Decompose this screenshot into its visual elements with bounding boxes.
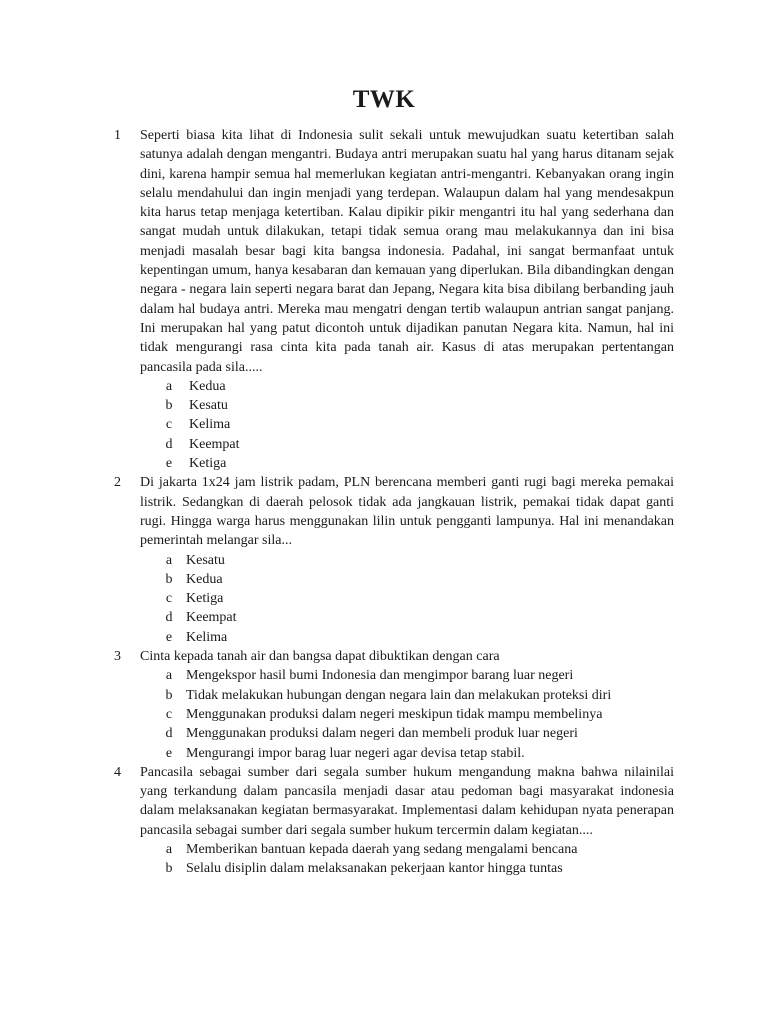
option-item [0, 859, 768, 878]
question-4 [0, 763, 768, 879]
option-letter: c [165, 706, 173, 722]
option-letter: e [165, 745, 173, 761]
option-text: Ketiga [189, 456, 227, 472]
option-text: Kelima [189, 417, 231, 433]
option-text: Menggunakan produksi dalam negeri meskipun tidak mampu membelinya [186, 706, 603, 722]
option-text: Tidak melakukan hubungan dengan negara lain dan melakukan proteksi diri [186, 687, 612, 703]
option-letter: c [165, 417, 173, 433]
option-text: Mengekspor hasil bumi Indonesia dan mengimpor barang luar negeri [186, 668, 574, 684]
option-item [0, 628, 768, 647]
option-letter: d [165, 610, 173, 626]
option-list [0, 840, 768, 879]
option-text: Kelima [186, 629, 228, 645]
question-number: 4 [114, 764, 121, 780]
option-letter: b [165, 398, 173, 414]
option-letter: b [165, 571, 173, 587]
option-text: Kesatu [189, 398, 228, 414]
option-item [0, 396, 768, 415]
question-2 [0, 473, 768, 647]
question-3 [0, 647, 768, 763]
option-text: Keempat [189, 436, 240, 452]
option-text: Mengurangi impor barag luar negeri agar devisa tetap stabil. [186, 745, 525, 761]
question-text: Cinta kepada tanah air dan bangsa dapat dibuktikan dengan cara [140, 649, 500, 665]
option-list [0, 377, 768, 473]
option-letter: b [165, 861, 173, 877]
option-letter: e [165, 456, 173, 472]
option-letter: a [165, 552, 173, 568]
option-item [0, 744, 768, 763]
option-letter: b [165, 687, 173, 703]
option-item [0, 705, 768, 724]
option-text: Memberikan bantuan kepada daerah yang sedang mengalami bencana [186, 841, 578, 857]
option-text: Selalu disiplin dalam melaksanakan pekerjaan kantor hingga tuntas [186, 861, 563, 877]
option-item [0, 377, 768, 396]
option-item [0, 551, 768, 570]
option-text: Kedua [189, 378, 226, 394]
option-item [0, 589, 768, 608]
option-text: Keempat [186, 610, 237, 626]
option-letter: d [165, 726, 173, 742]
option-letter: a [165, 378, 173, 394]
option-letter: a [165, 668, 173, 684]
question-1 [0, 126, 768, 473]
option-letter: a [165, 841, 173, 857]
option-text: Ketiga [186, 591, 224, 607]
question-number: 3 [114, 649, 121, 665]
question-number: 1 [114, 128, 121, 143]
option-text: Kesatu [186, 552, 225, 568]
option-letter: c [165, 591, 173, 607]
option-list [0, 551, 768, 647]
option-list [0, 666, 768, 762]
question-number: 2 [114, 475, 121, 491]
option-item [0, 686, 768, 705]
question-text: Seperti biasa kita lihat di Indonesia sulit sekali untuk mewujudkan suatu ketertiban salah satunya adalah dengan mengantri. Budaya antri merupakan suatu hal yang harus ditanam sejak dini, karena hampir semua hal memerlukan kegiatan antri-mengantri. Kebanyakan orang ingin selalu mendahului dan ingin menjadi yang terdepan. Walaupun dalam hal yang mendesakpun kita harus tetap menjaga ketertiban. Kalau dipikir pikir mengantri itu hal yang sederhana dan sangat mudah untuk dilakukan, tetapi tidak semua orang mau melakukannya dan ini bisa menjadi masalah besar bagi kita bangsa indonesia. Padahal, ini sangat bermanfaat untuk kepentingan umum, hanya kesabaran dan kemauan yang diperlukan. Bila dibandingkan dengan negara - negara lain seperti negara barat dan Jepang, Negara kita bisa dibilang berbanding jauh dalam hal budaya antri. Mereka mau mengatri dengan tertib walaupun antrian sangat panjang. Ini merupakan hal yang patut dicontoh untuk dijadikan panutan Negara kita. Namun, hal ini tidak mengurangi rasa cinta kita pada tanah air. Kasus di atas merupakan pertentangan pancasila pada sila..... [140, 128, 674, 375]
option-item [0, 435, 768, 454]
option-item [0, 570, 768, 589]
question-text: Di jakarta 1x24 jam listrik padam, PLN berencana memberi ganti rugi bagi mereka pemakai listrik. Sedangkan di daerah pelosok tidak ada jangkauan listrik, pemakai tidak dapat ganti rugi. Hingga warga harus menggunakan lilin untuk pengganti lampunya. Hal ini menandakan pemerintah melangar sila... [140, 475, 674, 549]
question-text: Pancasila sebagai sumber dari segala sumber hukum mengandung makna bahwa nilainilai yang terkandung dalam pancasila menjadi dasar atau pedoman bagi masyarakat indonesia dalam melaksanakan kegiatan bermasyarakat. Implementasi dalam kehidupan nyata penerapan pancasila sebagai sumber dari segala sumber hukum tercermin dalam kegiatan.... [140, 764, 674, 838]
option-item [0, 454, 768, 473]
option-item [0, 724, 768, 743]
option-item [0, 666, 768, 685]
option-item [0, 608, 768, 627]
option-item [0, 840, 768, 859]
option-item [0, 415, 768, 434]
option-text: Kedua [186, 571, 223, 587]
option-letter: d [165, 436, 173, 452]
option-letter: e [165, 629, 173, 645]
page-title: TWK [352, 86, 416, 113]
option-text: Menggunakan produksi dalam negeri dan membeli produk luar negeri [186, 726, 578, 742]
question-list [0, 126, 768, 879]
